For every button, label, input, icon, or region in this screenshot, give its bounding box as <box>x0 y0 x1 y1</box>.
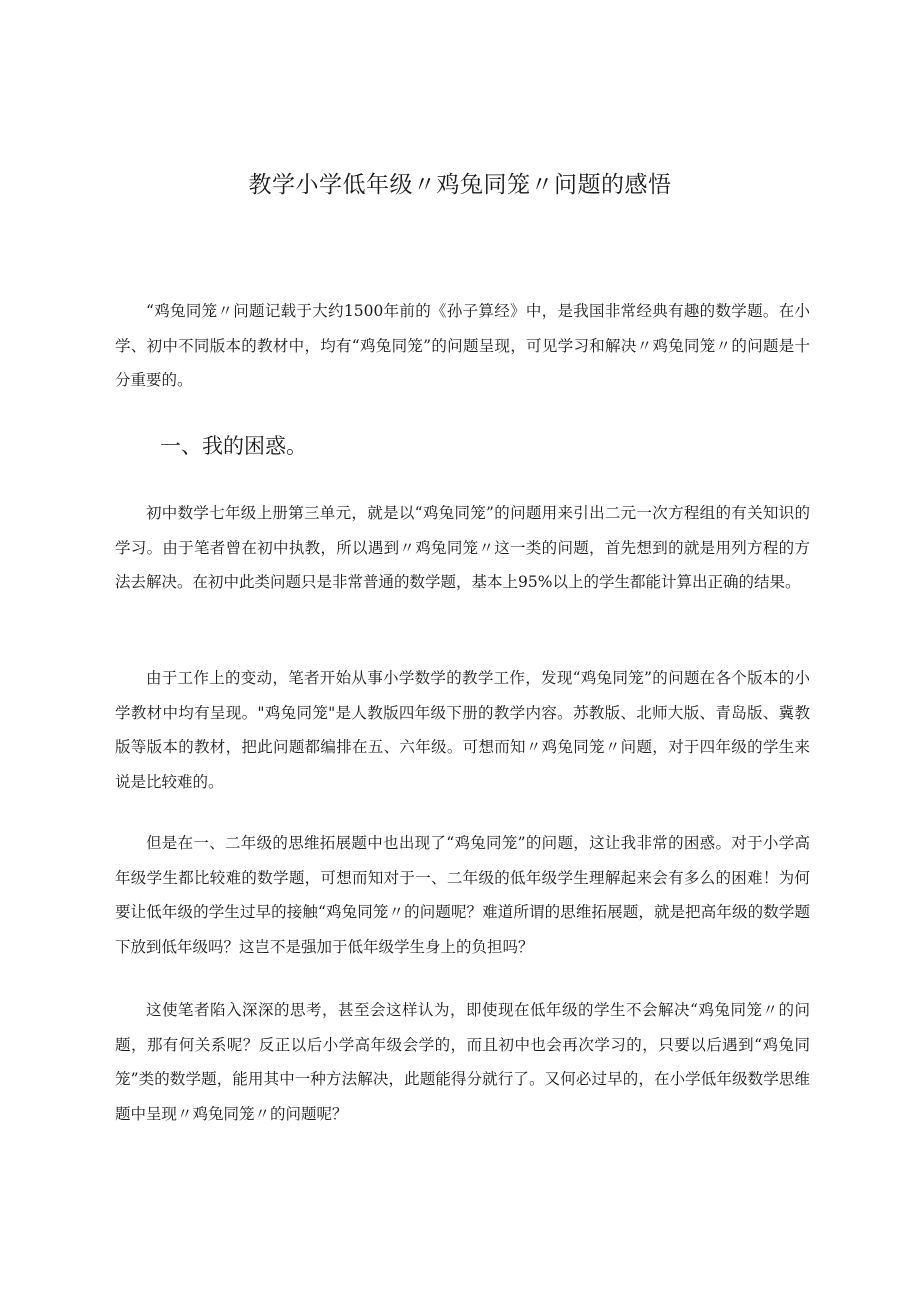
document-title: 教学小学低年级〃鸡兔同笼〃问题的感悟 <box>248 172 672 198</box>
intro-paragraph: “鸡兔同笼〃问题记载于大约1500年前的《孙子算经》中，是我国非常经典有趣的数学题。在小学、初中不同版本的教材中，均有“鸡兔同笼”的问题呈现，可见学习和解决〃鸡兔同笼〃的问题是十分重要的。 <box>115 302 810 389</box>
body-paragraph: 初中数学七年级上册第三单元，就是以“鸡兔同笼”的问题用来引出二元一次方程组的有关知识的学习。由于笔者曾在初中执教，所以遇到〃鸡兔同笼〃这一类的问题，首先想到的就是用列方程的方法去解决。在初中此类问题只是非常普通的数学题，基本上95%以上的学生都能计算出正确的结果。 <box>115 504 810 591</box>
section-heading: 一、我的困惑。 <box>160 434 307 458</box>
body-paragraph: 由于工作上的变动，笔者开始从事小学数学的教学工作，发现“鸡兔同笼”的问题在各个版本的小学教材中均有呈现。"鸡兔同笼"是人教版四年级下册的教学内容。苏教版、北师大版、青岛版、冀教版等版本的教材，把此问题都编排在五、六年级。可想而知〃鸡兔同笼〃问题，对于四年级的学生来说是比较难的。 <box>115 669 810 791</box>
body-paragraph: 但是在一、二年级的思维拓展题中也出现了“鸡兔同笼”的问题，这让我非常的困惑。对于小学高年级学生都比较难的数学题，可想而知对于一、二年级的低年级学生理解起来会有多么的困难！为何要让低年级的学生过早的接触“鸡兔同笼〃的问题呢？难道所谓的思维拓展题，就是把高年级的数学题下放到低年级吗？这岂不是强加于低年级学生身上的负担吗？ <box>115 834 810 956</box>
body-paragraph: 这使笔者陷入深深的思考，甚至会这样认为，即使现在低年级的学生不会解决“鸡兔同笼〃的问题，那有何关系呢？反正以后小学高年级会学的，而且初中也会再次学习的，只要以后遇到“鸡兔同笼”类的数学题，能用其中一种方法解决，此题能得分就行了。又何必过早的，在小学低年级数学思维题中呈现〃鸡兔同笼〃的问题呢？ <box>115 1001 810 1123</box>
